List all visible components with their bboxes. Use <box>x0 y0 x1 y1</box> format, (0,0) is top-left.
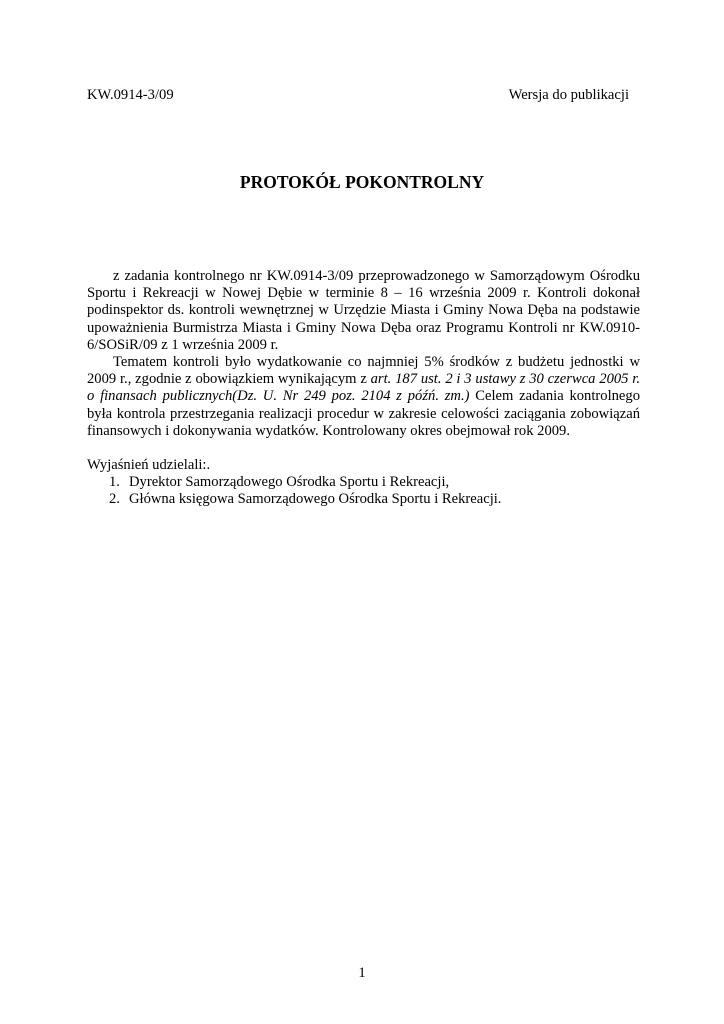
list-item-text: Dyrektor Samorządowego Ośrodka Sportu i Rekreacji, <box>129 474 450 491</box>
list-item-number: 2. <box>109 491 120 508</box>
paragraph-text: Celem zadania kontrolnego była kontrola przestrzegania realizacji procedur w zakresie celowości zaciągania zobowiązań finansowych i dokonywania wydatków. Kontrolowany okres obejmował rok 2009. <box>87 388 640 439</box>
page-number: 1 <box>358 965 366 981</box>
legal-citation: art. 187 ust. 2 i 3 ustawy z 30 czerwca 2005 r. o finansach publicznych(Dz. U. Nr 249 poz. 2104 z późń. zm.) <box>87 371 641 405</box>
list-item <box>87 491 640 508</box>
explanations-list <box>87 474 640 508</box>
list-item-text: Główna księgowa Samorządowego Ośrodka Sportu i Rekreacji. <box>129 491 502 508</box>
paragraph-control-subject <box>87 354 640 440</box>
paragraph-text: Tematem kontroli było wydatkowanie co najmniej 5% środków z budżetu jednostki w 2009 r., zgodnie z obowiązkiem wynikającym z <box>87 354 640 388</box>
document-reference: KW.0914-3/09 <box>87 87 174 103</box>
version-label: Wersja do publikacji <box>508 87 629 103</box>
list-item-number: 1. <box>109 474 120 491</box>
document-title: PROTOKÓŁ POKONTROLNY <box>239 172 485 192</box>
paragraph-task-description: z zadania kontrolnego nr KW.0914-3/09 przeprowadzonego w Samorządowym Ośrodku Sportu i Rekreacji w Nowej Dębie w terminie 8 – 16 września 2009 r. Kontroli dokonał podinspektor ds. kontroli wewnętrznej w Urzędzie Miasta i Gminy Nowa Dęba na podstawie upoważnienia Burmistrza Miasta i Gminy Nowa Dęba oraz Programu Kontroli nr KW.0910-6/SOSiR/09 z 1 września 2009 r. <box>87 268 640 353</box>
list-item <box>87 474 640 491</box>
explanations-label: Wyjaśnień udzielali:. <box>87 457 211 474</box>
spacer <box>87 440 640 457</box>
document-body <box>87 268 640 509</box>
